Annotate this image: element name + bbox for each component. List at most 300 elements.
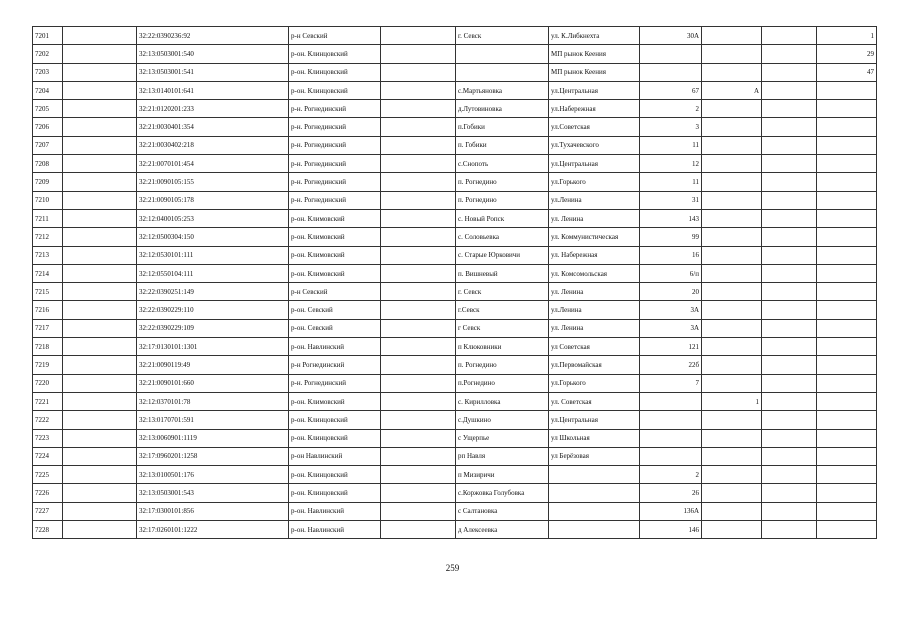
cell-empty [381, 209, 456, 227]
cell-id: 7215 [33, 283, 63, 301]
cell-house: 11 [640, 173, 702, 191]
cell-cad: 32:22:0390229:110 [137, 301, 289, 319]
cell-empty [63, 356, 137, 374]
cell-locality: с. Кирилловка [456, 392, 549, 410]
cell-building [702, 209, 762, 227]
cell-building [702, 447, 762, 465]
cell-empty [63, 447, 137, 465]
cell-empty [381, 81, 456, 99]
cell-district: р-н. Рогнединский [289, 136, 381, 154]
cell-empty [381, 45, 456, 63]
cell-building [702, 283, 762, 301]
cell-apt [817, 191, 877, 209]
cell-id: 7211 [33, 209, 63, 227]
cell-cad: 32:13:0170701:591 [137, 411, 289, 429]
cell-house: 2 [640, 466, 702, 484]
table-row [33, 173, 877, 191]
cell-house [640, 447, 702, 465]
cell-apt [817, 209, 877, 227]
cell-house: 143 [640, 209, 702, 227]
cell-empty [762, 319, 817, 337]
cell-empty [762, 429, 817, 447]
cell-cad: 32:13:0503001:541 [137, 63, 289, 81]
cell-empty [762, 356, 817, 374]
cell-building [702, 374, 762, 392]
cell-empty [63, 374, 137, 392]
table-row [33, 447, 877, 465]
cell-district: р-он. Навлинский [289, 502, 381, 520]
cell-cad: 32:12:0370101:78 [137, 392, 289, 410]
cell-building [702, 27, 762, 45]
cell-street [549, 466, 640, 484]
cell-locality: п.Рогнедино [456, 374, 549, 392]
cell-district: р-он. Навлинский [289, 521, 381, 539]
cell-apt: 29 [817, 45, 877, 63]
cell-building [702, 45, 762, 63]
cell-empty [63, 63, 137, 81]
cell-building [702, 429, 762, 447]
cell-empty [63, 118, 137, 136]
cell-district: р-он. Климовский [289, 228, 381, 246]
cell-id: 7203 [33, 63, 63, 81]
cell-district: р-н Рогнединский [289, 356, 381, 374]
cell-locality: п Мизиричи [456, 466, 549, 484]
cell-street: ул.Ленина [549, 191, 640, 209]
cell-locality: п. Вишневый [456, 264, 549, 282]
cell-street: ул.Центральная [549, 411, 640, 429]
cell-house [640, 392, 702, 410]
cell-id: 7213 [33, 246, 63, 264]
cell-building [702, 228, 762, 246]
cell-street: ул.Горького [549, 173, 640, 191]
cell-street: ул. Набережная [549, 246, 640, 264]
cell-cad: 32:17:0300101:856 [137, 502, 289, 520]
cell-cad: 32:13:0100501:176 [137, 466, 289, 484]
cell-district: р-он. Климовский [289, 246, 381, 264]
cell-empty [63, 81, 137, 99]
table-row [33, 246, 877, 264]
cell-id: 7216 [33, 301, 63, 319]
cell-apt [817, 319, 877, 337]
cell-district: р-он. Клинцовский [289, 63, 381, 81]
cell-empty [762, 191, 817, 209]
cell-cad: 32:22:0390236:92 [137, 27, 289, 45]
cell-street: ул. Коммунистическая [549, 228, 640, 246]
cell-id: 7207 [33, 136, 63, 154]
cell-street: ул.Тухачевского [549, 136, 640, 154]
cell-apt [817, 521, 877, 539]
cell-street: ул. Ленина [549, 319, 640, 337]
cell-empty [381, 429, 456, 447]
cell-empty [762, 100, 817, 118]
table-row [33, 27, 877, 45]
cell-empty [63, 45, 137, 63]
cell-apt: 1 [817, 27, 877, 45]
cell-empty [762, 136, 817, 154]
cell-empty [63, 173, 137, 191]
cell-apt: 47 [817, 63, 877, 81]
page-number: 259 [445, 563, 460, 573]
cell-building [702, 191, 762, 209]
cell-locality: г Севск [456, 319, 549, 337]
cell-district: р-он. Севский [289, 301, 381, 319]
cell-house: 2 [640, 100, 702, 118]
cell-locality: рп Навля [456, 447, 549, 465]
cell-id: 7221 [33, 392, 63, 410]
cell-id: 7219 [33, 356, 63, 374]
table-row [33, 521, 877, 539]
cell-cad: 32:21:0090119:49 [137, 356, 289, 374]
cell-id: 7225 [33, 466, 63, 484]
cell-locality: г. Севск [456, 283, 549, 301]
cell-district: р-он. Климовский [289, 392, 381, 410]
cell-building [702, 521, 762, 539]
cell-empty [63, 502, 137, 520]
cell-street: ул.Горького [549, 374, 640, 392]
cell-empty [381, 374, 456, 392]
cell-empty [381, 356, 456, 374]
cell-district: р-н Севский [289, 283, 381, 301]
cell-empty [381, 447, 456, 465]
table-row [33, 301, 877, 319]
cell-building: 1 [702, 392, 762, 410]
cell-house [640, 63, 702, 81]
cell-locality: с.Мартьяновка [456, 81, 549, 99]
cell-apt [817, 264, 877, 282]
cell-id: 7204 [33, 81, 63, 99]
cell-house [640, 429, 702, 447]
cell-locality: г.Севск [456, 301, 549, 319]
cell-empty [762, 173, 817, 191]
cell-empty [63, 411, 137, 429]
cell-id: 7228 [33, 521, 63, 539]
cell-empty [762, 411, 817, 429]
cell-district: р-н. Рогнединский [289, 374, 381, 392]
table-row [33, 502, 877, 520]
cell-street: ул. Ленина [549, 283, 640, 301]
cell-empty [762, 63, 817, 81]
cell-apt [817, 392, 877, 410]
cell-id: 7210 [33, 191, 63, 209]
cell-building [702, 264, 762, 282]
cell-house: 3А [640, 319, 702, 337]
cell-locality: с.Коржовка Голубовка [456, 484, 549, 502]
cell-empty [381, 411, 456, 429]
cell-locality: с. Соловьевка [456, 228, 549, 246]
cell-id: 7206 [33, 118, 63, 136]
cell-cad: 32:12:0550104:111 [137, 264, 289, 282]
cell-locality [456, 63, 549, 81]
cell-apt [817, 81, 877, 99]
cell-empty [381, 283, 456, 301]
cell-cad: 32:13:0503001:543 [137, 484, 289, 502]
cell-empty [63, 209, 137, 227]
cell-empty [381, 319, 456, 337]
cell-empty [762, 466, 817, 484]
cell-building [702, 301, 762, 319]
cell-building [702, 118, 762, 136]
cell-cad: 32:13:0060901:1119 [137, 429, 289, 447]
cell-empty [63, 264, 137, 282]
cell-street: ул Советская [549, 338, 640, 356]
cell-district: р-он. Навлинский [289, 338, 381, 356]
cell-apt [817, 447, 877, 465]
cell-apt [817, 118, 877, 136]
cell-empty [63, 27, 137, 45]
cell-apt [817, 374, 877, 392]
cell-apt [817, 429, 877, 447]
table-row [33, 136, 877, 154]
cell-cad: 32:12:0500304:150 [137, 228, 289, 246]
cell-building [702, 466, 762, 484]
cell-locality: г. Севск [456, 27, 549, 45]
cell-empty [762, 228, 817, 246]
cell-street: ул. Советская [549, 392, 640, 410]
cell-locality: с.Снопоть [456, 155, 549, 173]
cell-locality: п.Гобики [456, 118, 549, 136]
cell-cad: 32:21:0090101:660 [137, 374, 289, 392]
table-row [33, 411, 877, 429]
cell-cad: 32:22:0390229:109 [137, 319, 289, 337]
cell-id: 7212 [33, 228, 63, 246]
cell-empty [762, 118, 817, 136]
cell-cad: 32:13:0503001:540 [137, 45, 289, 63]
cell-empty [762, 246, 817, 264]
cell-cad: 32:17:0960201:1258 [137, 447, 289, 465]
cell-locality: с. Старые Юрковичи [456, 246, 549, 264]
cell-empty [63, 283, 137, 301]
cell-building [702, 136, 762, 154]
registry-table-body [33, 27, 877, 539]
cell-id: 7224 [33, 447, 63, 465]
cell-empty [381, 484, 456, 502]
cell-locality: д.Лутовиновка [456, 100, 549, 118]
cell-house: 11 [640, 136, 702, 154]
cell-id: 7205 [33, 100, 63, 118]
cell-building [702, 319, 762, 337]
cell-district: р-н. Рогнединский [289, 155, 381, 173]
table-row [33, 319, 877, 337]
cell-cad: 32:21:0030402:218 [137, 136, 289, 154]
cell-building [702, 246, 762, 264]
cell-district: р-н. Рогнединский [289, 118, 381, 136]
cell-apt [817, 484, 877, 502]
cell-house: 99 [640, 228, 702, 246]
table-row [33, 155, 877, 173]
cell-district: р-н. Рогнединский [289, 100, 381, 118]
cell-empty [381, 521, 456, 539]
cell-street: ул Берёзовая [549, 447, 640, 465]
cell-district: р-он. Климовский [289, 209, 381, 227]
table-row [33, 100, 877, 118]
cell-empty [762, 374, 817, 392]
cell-apt [817, 502, 877, 520]
cell-empty [762, 283, 817, 301]
table-row [33, 81, 877, 99]
cell-apt [817, 411, 877, 429]
cell-cad: 32:22:0390251:149 [137, 283, 289, 301]
cell-apt [817, 246, 877, 264]
cell-house: 146 [640, 521, 702, 539]
cell-street: МП рынок Кеения [549, 63, 640, 81]
cell-empty [762, 155, 817, 173]
cell-locality: п. Рогнедино [456, 356, 549, 374]
cell-house: 6/п [640, 264, 702, 282]
cell-locality: с Ущерпье [456, 429, 549, 447]
cell-locality: п. Рогнедино [456, 173, 549, 191]
cell-house: 16 [640, 246, 702, 264]
cell-house: 136А [640, 502, 702, 520]
cell-house: 7 [640, 374, 702, 392]
cell-empty [762, 502, 817, 520]
cell-district: р-он. Клинцовский [289, 45, 381, 63]
cell-apt [817, 301, 877, 319]
cell-district: р-он. Севский [289, 319, 381, 337]
table-row [33, 45, 877, 63]
cell-id: 7202 [33, 45, 63, 63]
cell-apt [817, 338, 877, 356]
cell-id: 7214 [33, 264, 63, 282]
cell-empty [762, 27, 817, 45]
cell-apt [817, 466, 877, 484]
cell-cad: 32:13:0140101:641 [137, 81, 289, 99]
cell-building [702, 484, 762, 502]
cell-empty [762, 338, 817, 356]
cell-empty [63, 466, 137, 484]
cell-cad: 32:12:0400105:253 [137, 209, 289, 227]
cell-building [702, 63, 762, 81]
cell-house: 121 [640, 338, 702, 356]
cell-house [640, 411, 702, 429]
cell-cad: 32:17:0260101:1222 [137, 521, 289, 539]
cell-house: 12 [640, 155, 702, 173]
cell-empty [762, 209, 817, 227]
cell-empty [762, 301, 817, 319]
table-row [33, 338, 877, 356]
cell-district: р-он Навлинский [289, 447, 381, 465]
cell-id: 7226 [33, 484, 63, 502]
cell-cad: 32:21:0070101:454 [137, 155, 289, 173]
cell-building [702, 338, 762, 356]
cell-empty [381, 264, 456, 282]
cell-cad: 32:21:0090105:155 [137, 173, 289, 191]
table-row [33, 118, 877, 136]
cell-empty [63, 392, 137, 410]
cell-street: ул. Ленина [549, 209, 640, 227]
cell-house: 20 [640, 283, 702, 301]
table-row [33, 466, 877, 484]
cell-cad: 32:17:0130101:1301 [137, 338, 289, 356]
cell-building [702, 155, 762, 173]
cell-house: 30А [640, 27, 702, 45]
cell-street: ул.Центральная [549, 81, 640, 99]
cell-street: ул.Советская [549, 118, 640, 136]
cell-apt [817, 100, 877, 118]
cell-district: р-н. Рогнединский [289, 191, 381, 209]
cell-empty [381, 392, 456, 410]
cell-empty [381, 228, 456, 246]
cell-street [549, 521, 640, 539]
cell-locality: п Клюковники [456, 338, 549, 356]
cell-empty [381, 466, 456, 484]
cell-cad: 32:21:0030401:354 [137, 118, 289, 136]
table-row [33, 63, 877, 81]
cell-empty [381, 136, 456, 154]
cell-locality: с.Душкино [456, 411, 549, 429]
cell-empty [63, 521, 137, 539]
cell-district: р-он. Клинцовский [289, 429, 381, 447]
cell-empty [762, 392, 817, 410]
table-row [33, 209, 877, 227]
cell-empty [63, 484, 137, 502]
cell-locality: п. Рогнедино [456, 191, 549, 209]
cell-street: ул.Набережная [549, 100, 640, 118]
cell-locality: п. Гобики [456, 136, 549, 154]
cell-cad: 32:12:0530101:111 [137, 246, 289, 264]
cell-empty [381, 155, 456, 173]
cell-empty [63, 338, 137, 356]
cell-district: р-он. Клинцовский [289, 81, 381, 99]
cell-apt [817, 283, 877, 301]
cell-empty [381, 338, 456, 356]
cell-empty [381, 118, 456, 136]
cell-empty [63, 136, 137, 154]
cell-house: 3 [640, 118, 702, 136]
registry-table [32, 26, 877, 539]
cell-apt [817, 228, 877, 246]
cell-empty [762, 447, 817, 465]
table-row [33, 264, 877, 282]
cell-street: ул.Первомайская [549, 356, 640, 374]
cell-building: А [702, 81, 762, 99]
cell-district: р-н Севский [289, 27, 381, 45]
cell-empty [381, 27, 456, 45]
cell-empty [762, 264, 817, 282]
cell-empty [63, 191, 137, 209]
cell-district: р-н. Рогнединский [289, 173, 381, 191]
table-row [33, 283, 877, 301]
table-row [33, 356, 877, 374]
cell-street [549, 502, 640, 520]
cell-building [702, 100, 762, 118]
cell-cad: 32:21:0120201:233 [137, 100, 289, 118]
cell-street: ул.Ленина [549, 301, 640, 319]
cell-empty [762, 484, 817, 502]
table-row [33, 374, 877, 392]
cell-empty [63, 246, 137, 264]
cell-empty [762, 521, 817, 539]
cell-locality: с Салтановка [456, 502, 549, 520]
cell-locality: с. Новый Ропск [456, 209, 549, 227]
cell-empty [381, 63, 456, 81]
cell-street: ул. К.Либкнехта [549, 27, 640, 45]
cell-building [702, 502, 762, 520]
table-row [33, 392, 877, 410]
cell-empty [63, 228, 137, 246]
cell-street: ул.Центральная [549, 155, 640, 173]
cell-empty [381, 246, 456, 264]
cell-house: 67 [640, 81, 702, 99]
cell-id: 7222 [33, 411, 63, 429]
cell-id: 7218 [33, 338, 63, 356]
cell-street [549, 484, 640, 502]
cell-building [702, 173, 762, 191]
cell-street: ул. Комсомольская [549, 264, 640, 282]
cell-apt [817, 173, 877, 191]
cell-district: р-он. Клинцовский [289, 466, 381, 484]
cell-empty [63, 319, 137, 337]
table-row [33, 484, 877, 502]
